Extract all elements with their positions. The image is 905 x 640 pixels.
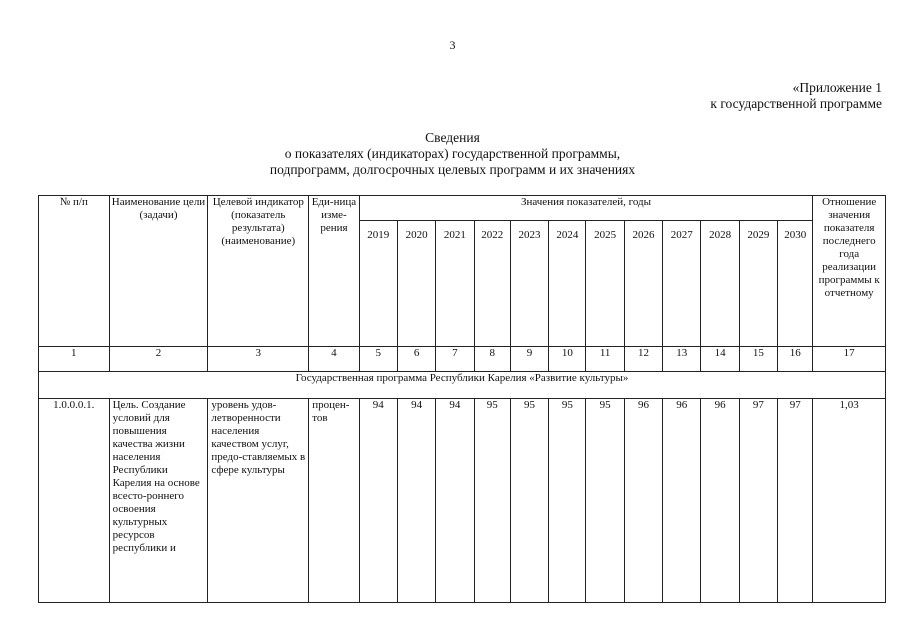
- header-row-top: [39, 196, 886, 221]
- heading-line-2: о показателях (индикаторах) государственной программы,: [284, 146, 621, 161]
- program-title-row: [39, 372, 886, 399]
- header-year: 2023: [510, 221, 548, 347]
- row-value: 94: [397, 399, 435, 603]
- row-value: 95: [586, 399, 624, 603]
- column-number: 4: [309, 347, 359, 372]
- appendix-note: [710, 80, 882, 112]
- header-year: 2021: [436, 221, 474, 347]
- table-row: [39, 399, 886, 603]
- program-title: Государственная программа Республики Карелия «Развитие культуры»: [39, 372, 886, 399]
- column-number: 3: [208, 347, 309, 372]
- header-year: 2022: [474, 221, 510, 347]
- appendix-line-2: к государственной программе: [710, 96, 882, 111]
- row-unit: процен-тов: [309, 399, 359, 603]
- row-goal-name: Цель. Создание условий для повышения качества жизни населения Республики Карелия на основе всесто-роннего освоения культурных ресурсов республики и: [109, 399, 208, 603]
- header-year: 2019: [359, 221, 397, 347]
- header-ratio: Отношение значения показателя последнего года реализации программы к отчетному: [813, 196, 886, 347]
- row-indicator: уровень удов-летворенности населения качеством услуг, предо-ставляемых в сфере культуры: [208, 399, 309, 603]
- row-ratio: 1,03: [813, 399, 886, 603]
- row-num: 1.0.0.0.1.: [39, 399, 110, 603]
- appendix-line-1: «Приложение 1: [792, 80, 882, 95]
- row-value: 97: [778, 399, 813, 603]
- header-year: 2027: [663, 221, 701, 347]
- column-number-row: [39, 347, 886, 372]
- header-year: 2026: [624, 221, 662, 347]
- header-indicator: Целевой индикатор (показатель результата) (наименование): [208, 196, 309, 347]
- column-number: 12: [624, 347, 662, 372]
- column-number: 15: [739, 347, 777, 372]
- header-year: 2024: [549, 221, 586, 347]
- row-value: 95: [474, 399, 510, 603]
- row-value: 96: [624, 399, 662, 603]
- column-number: 7: [436, 347, 474, 372]
- header-year: 2020: [397, 221, 435, 347]
- column-number: 16: [778, 347, 813, 372]
- header-year: 2025: [586, 221, 624, 347]
- row-value: 96: [701, 399, 739, 603]
- column-number: 5: [359, 347, 397, 372]
- header-num: № п/п: [39, 196, 110, 347]
- header-year: 2030: [778, 221, 813, 347]
- column-number: 6: [397, 347, 435, 372]
- column-number: 14: [701, 347, 739, 372]
- column-number: 8: [474, 347, 510, 372]
- column-number: 10: [549, 347, 586, 372]
- row-value: 94: [436, 399, 474, 603]
- header-unit: Еди-ница изме-рения: [309, 196, 359, 347]
- page-number: 3: [449, 38, 456, 52]
- header-year: 2028: [701, 221, 739, 347]
- column-number: 2: [109, 347, 208, 372]
- indicators-table: [38, 195, 886, 603]
- heading-line-1: Сведения: [425, 130, 480, 145]
- row-value: 94: [359, 399, 397, 603]
- row-value: 95: [549, 399, 586, 603]
- column-number: 17: [813, 347, 886, 372]
- column-number: 11: [586, 347, 624, 372]
- heading-line-3: подпрограмм, долгосрочных целевых программ и их значениях: [269, 162, 636, 177]
- header-values-group: Значения показателей, годы: [359, 196, 813, 221]
- column-number: 13: [663, 347, 701, 372]
- header-year: 2029: [739, 221, 777, 347]
- row-value: 97: [739, 399, 777, 603]
- document-heading: [0, 130, 905, 178]
- row-value: 95: [510, 399, 548, 603]
- header-name: Наименование цели (задачи): [109, 196, 208, 347]
- column-number: 9: [510, 347, 548, 372]
- row-value: 96: [663, 399, 701, 603]
- column-number: 1: [39, 347, 110, 372]
